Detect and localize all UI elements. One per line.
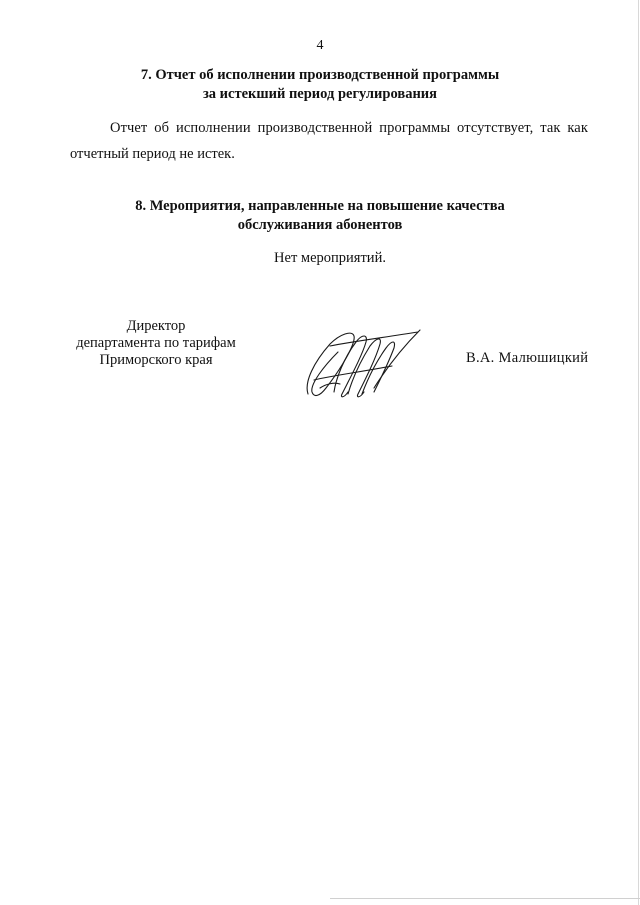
section-8-heading (0, 197, 640, 235)
section-8-heading-line1: 8. Мероприятия, направленные на повышение качества (135, 198, 505, 214)
section-7-heading (0, 66, 640, 104)
section-7-text-line1: Отчет об исполнении производственной программы отсутствует, так как (110, 120, 588, 136)
scan-edge-line (638, 0, 639, 905)
page-number: 4 (316, 38, 324, 53)
section-8-heading-line2: обслуживания абонентов (237, 217, 403, 233)
section-8-text: Нет мероприятий. (274, 250, 386, 266)
section-7-heading-line2: за истекший период регулирования (202, 86, 438, 102)
signer-name: В.А. Малюшицкий (466, 350, 589, 366)
signer-position-line3: Приморского края (99, 352, 213, 368)
handwritten-signature (300, 322, 425, 402)
signer-position-line2: департамента по тарифам (76, 335, 236, 351)
section-7-text-line2: отчетный период не истек. (70, 146, 235, 162)
signer-position (56, 318, 256, 369)
signer-position-line1: Директор (126, 318, 186, 334)
scan-bottom-line (330, 898, 640, 899)
section-7-heading-line1: 7. Отчет об исполнении производственной программы (140, 67, 500, 83)
